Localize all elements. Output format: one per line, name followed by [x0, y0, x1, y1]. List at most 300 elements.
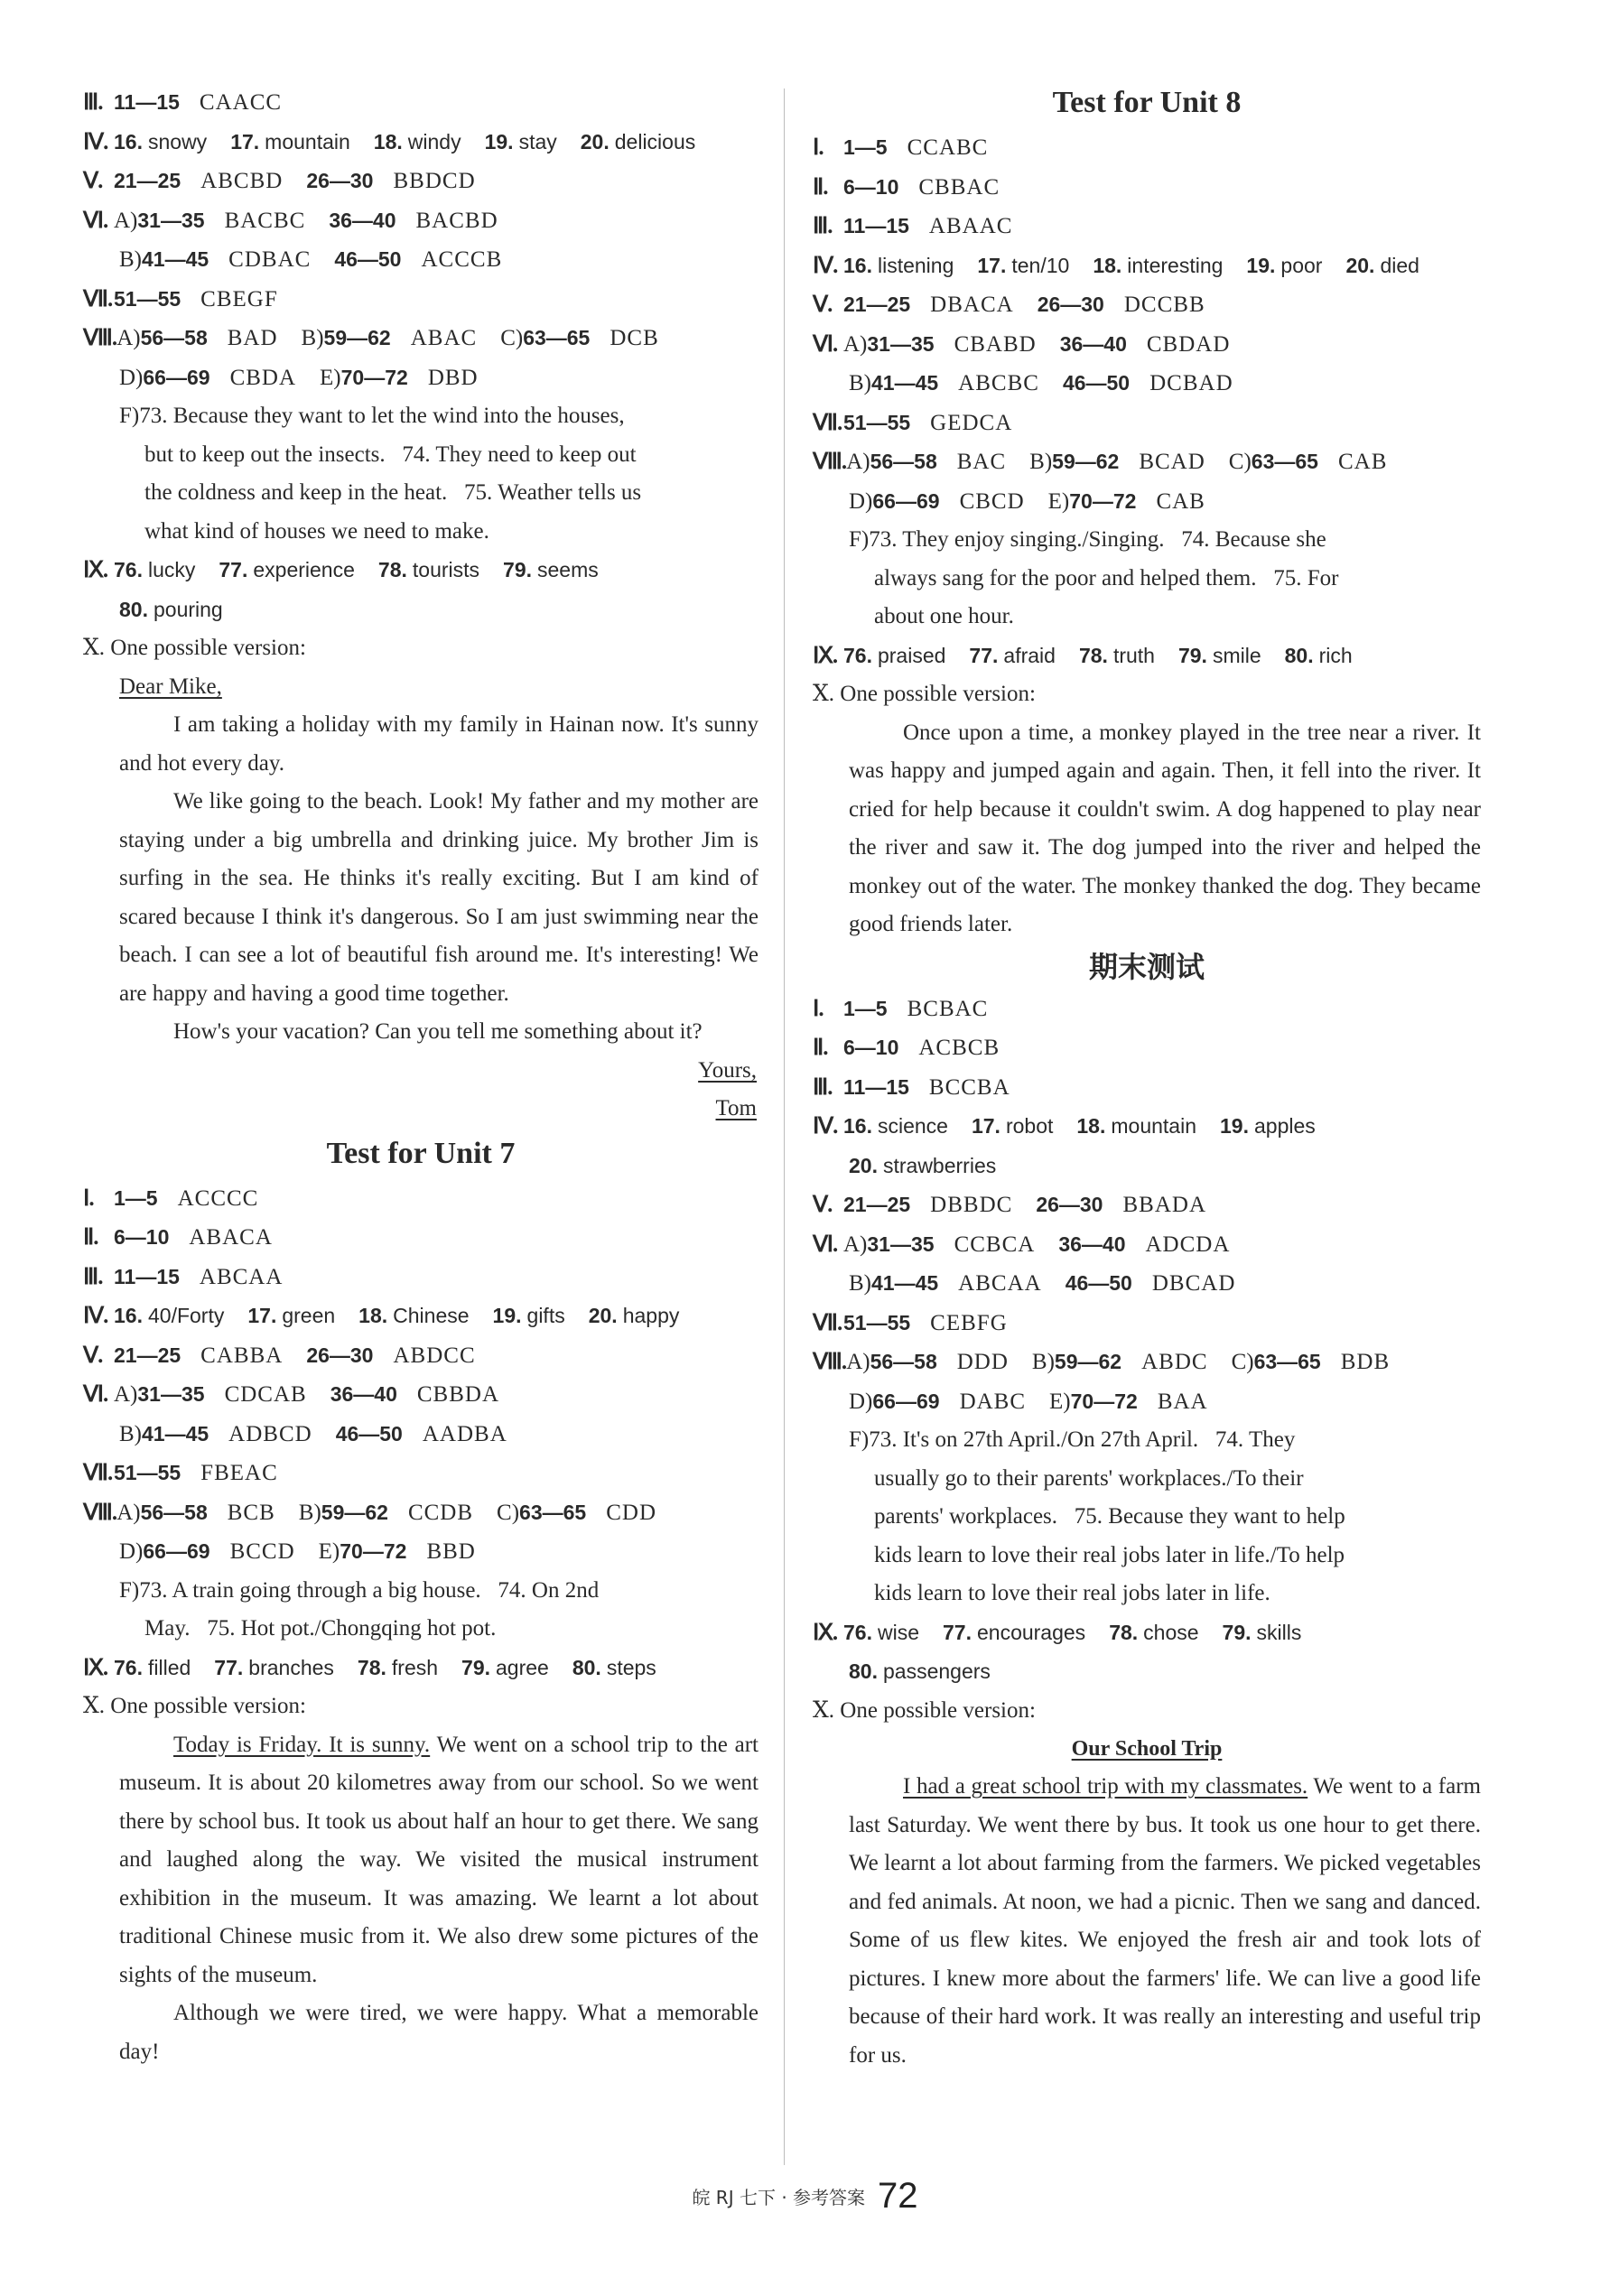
question-range: 70—72 — [1069, 488, 1137, 513]
answer-word: steps — [606, 1655, 656, 1679]
question-number: 78. — [357, 1655, 386, 1679]
part-label: A) — [116, 326, 141, 350]
question-range: 21—25 — [114, 1343, 181, 1367]
question-range: 11—15 — [843, 214, 909, 237]
answer-word: strawberries — [882, 1153, 997, 1177]
answer-line: F)73. It's on 27th April./On 27th April. 74. They — [849, 1427, 1296, 1452]
part-label: A) — [114, 208, 138, 233]
section-numeral: Ⅰ. — [813, 135, 824, 160]
question-number: 79. — [503, 558, 533, 581]
answer-word: agree — [496, 1655, 549, 1679]
section-x-heading: Ⅹ. One possible version: — [83, 636, 306, 660]
question-range: 41—45 — [871, 1271, 939, 1295]
question-range: 31—35 — [137, 1382, 205, 1406]
question-range: 63—65 — [1253, 1350, 1321, 1373]
answer-word: apples — [1253, 1114, 1316, 1138]
part-label: D) — [849, 488, 873, 514]
part-label: B) — [1029, 450, 1053, 474]
question-number: 16. — [114, 129, 143, 153]
section-numeral: Ⅸ. — [83, 1655, 108, 1680]
question-number: 80. — [1284, 643, 1314, 667]
question-range: 63—65 — [519, 1500, 587, 1524]
answer-letters: CCBCA — [954, 1232, 1036, 1257]
section-numeral: Ⅷ. — [813, 450, 847, 474]
section-numeral: Ⅴ. — [813, 1193, 833, 1217]
answer-line: the coldness and keep in the heat. 75. Weather tells us — [144, 480, 642, 505]
question-number: 78. — [1078, 643, 1108, 667]
part-label: E) — [1049, 1389, 1071, 1414]
answer-letters: CBEGF — [200, 286, 278, 311]
answer-word: science — [877, 1114, 948, 1138]
section-numeral: Ⅶ. — [83, 1461, 113, 1485]
section-numeral: Ⅸ. — [813, 643, 838, 668]
question-number: 78. — [377, 558, 407, 581]
question-range: 59—62 — [1052, 450, 1120, 473]
letter-paragraph-3: How's your vacation? Can you tell me something about it? — [173, 1019, 703, 1044]
part-label: B) — [119, 1421, 142, 1446]
question-range: 66—69 — [872, 1389, 940, 1413]
question-number: 18. — [358, 1304, 388, 1327]
answer-letters: ADBCD — [228, 1421, 312, 1446]
answer-letters: BAC — [956, 450, 1007, 474]
answer-row — [813, 1107, 1481, 1147]
final-test-answers — [813, 990, 1481, 1343]
question-range: 66—69 — [143, 365, 210, 389]
section-numeral: Ⅵ. — [83, 1382, 108, 1407]
unit8-title: Test for Unit 8 — [1052, 86, 1242, 119]
question-range: 59—62 — [321, 1500, 388, 1524]
unit8-viii-f-answers — [813, 521, 1481, 637]
answer-row — [813, 364, 1481, 404]
question-number: 76. — [114, 1655, 143, 1679]
answer-row — [83, 1179, 758, 1219]
answer-line: but to keep out the insects. 74. They need to keep out — [144, 442, 637, 467]
question-number: 20. — [588, 1304, 618, 1327]
answer-letters: BBDCD — [393, 169, 476, 193]
question-number: 20. — [580, 129, 610, 153]
unit8-section-viii — [813, 442, 1481, 521]
answer-row — [83, 1415, 758, 1455]
unit6-answers-continued — [83, 83, 758, 319]
answer-row — [83, 590, 758, 630]
question-number: 19. — [492, 1304, 522, 1327]
answer-row — [83, 1493, 758, 1533]
question-range: 41—45 — [142, 1421, 209, 1445]
section-numeral: Ⅱ. — [813, 1036, 828, 1060]
answer-word: robot — [1005, 1114, 1054, 1138]
section-numeral: Ⅰ. — [813, 996, 824, 1021]
answer-word: rich — [1318, 643, 1353, 667]
answer-letters: ABCAA — [958, 1271, 1042, 1296]
section-numeral: Ⅳ. — [83, 1304, 108, 1328]
question-range: 1—5 — [843, 996, 888, 1020]
answer-row — [83, 240, 758, 280]
answer-letters: ABAAC — [928, 214, 1013, 238]
section-numeral: Ⅲ. — [813, 214, 833, 238]
answer-row — [813, 1304, 1481, 1343]
section-numeral: Ⅷ. — [83, 1500, 117, 1525]
question-range: 26—30 — [306, 1343, 374, 1367]
question-range: 46—50 — [334, 247, 402, 271]
column-divider — [784, 88, 785, 2165]
part-label: B) — [849, 1271, 871, 1296]
answer-row — [813, 1613, 1481, 1653]
part-label: D) — [119, 365, 144, 390]
answer-row — [813, 246, 1481, 286]
question-number: 18. — [1076, 1114, 1106, 1138]
answer-letters: CCDB — [407, 1500, 474, 1525]
answer-word: listening — [877, 253, 954, 277]
question-range: 36—40 — [1058, 1232, 1126, 1256]
answer-line: always sang for the poor and helped them. 75. For — [874, 565, 1339, 590]
answer-row — [83, 162, 758, 201]
question-range: 56—58 — [870, 450, 937, 473]
section-numeral: Ⅳ. — [813, 253, 838, 278]
unit7-title: Test for Unit 7 — [326, 1136, 516, 1170]
unit6-section-viii — [83, 319, 758, 397]
answer-row — [83, 1649, 758, 1688]
answer-line: kids learn to love their real jobs later in life./To help — [874, 1542, 1345, 1567]
question-range: 41—45 — [142, 247, 209, 271]
answer-line: parents' workplaces. 75. Because they want to help — [874, 1504, 1345, 1529]
section-numeral: Ⅶ. — [83, 286, 113, 311]
footer-label: 皖 RJ 七下 · 参考答案 — [692, 2187, 866, 2208]
part-label: D) — [119, 1539, 144, 1564]
answer-row — [813, 1185, 1481, 1225]
answer-word: windy — [407, 129, 461, 153]
answer-letters: ABAC — [410, 326, 478, 350]
question-range: 6—10 — [114, 1225, 170, 1249]
answer-word: happy — [622, 1304, 680, 1327]
section-numeral: Ⅵ. — [83, 208, 108, 233]
letter-greeting: Dear Mike, — [119, 674, 222, 699]
answer-line: what kind of houses we need to make. — [144, 518, 489, 544]
answer-word: Chinese — [393, 1304, 470, 1327]
question-range: 70—72 — [1070, 1389, 1138, 1413]
final-essay-title: Our School Trip — [1071, 1737, 1223, 1761]
question-number: 16. — [843, 253, 872, 277]
answer-word: filled — [147, 1655, 191, 1679]
answer-word: skills — [1256, 1620, 1302, 1644]
answer-word: mountain — [265, 129, 350, 153]
answer-letters: ABDCC — [393, 1343, 476, 1368]
answer-row — [83, 1336, 758, 1376]
answer-letters: CDD — [606, 1500, 657, 1525]
answer-row — [83, 83, 758, 123]
question-range: 56—58 — [140, 1500, 208, 1524]
part-label: A) — [843, 1232, 868, 1257]
answer-row — [813, 1343, 1481, 1382]
unit8-answers — [813, 128, 1481, 442]
question-range: 46—50 — [1062, 371, 1131, 395]
unit7-section-x-heading: Ⅹ. One possible version: — [83, 1694, 306, 1718]
answer-letters: CAB — [1156, 488, 1205, 514]
answer-word: experience — [253, 558, 355, 581]
question-range: 66—69 — [872, 488, 940, 513]
letter-paragraph-1: I am taking a holiday with my family in Hainan now. It's sunny and hot every day. — [119, 712, 758, 776]
question-range: 56—58 — [870, 1350, 937, 1373]
answer-letters: DDD — [956, 1350, 1009, 1374]
question-range: 59—62 — [1054, 1350, 1122, 1373]
answer-letters: ACCCC — [177, 1185, 259, 1211]
question-range: 51—55 — [114, 1461, 181, 1484]
answer-letters: CAACC — [199, 90, 283, 115]
part-label: B) — [298, 1500, 321, 1525]
answer-line: about one hour. — [874, 604, 1014, 628]
question-range: 36—40 — [329, 208, 396, 232]
answer-word: snowy — [147, 129, 208, 153]
section-numeral: Ⅵ. — [813, 331, 838, 357]
answer-row — [813, 168, 1481, 208]
unit6-section-ix — [83, 551, 758, 629]
question-range: 36—40 — [1059, 331, 1127, 356]
question-range: 31—35 — [867, 1232, 935, 1256]
question-range: 70—72 — [340, 1539, 407, 1563]
answer-row — [813, 207, 1481, 246]
question-number: 20. — [849, 1153, 878, 1177]
answer-row — [813, 285, 1481, 325]
section-numeral: Ⅵ. — [813, 1232, 838, 1257]
answer-letters: ADCDA — [1145, 1232, 1231, 1257]
page-footer — [0, 2176, 1610, 2217]
answer-letters: BCCBA — [928, 1074, 1010, 1100]
answer-row — [83, 1297, 758, 1336]
answer-word: lucky — [147, 558, 196, 581]
answer-letters: BACBD — [415, 208, 498, 233]
answer-word: truth — [1112, 643, 1155, 667]
answer-letters: BCAD — [1139, 450, 1205, 474]
answer-letters: CABBA — [200, 1343, 284, 1368]
answer-word: wise — [877, 1620, 919, 1644]
question-range: 6—10 — [843, 1036, 899, 1059]
part-label: E) — [1047, 488, 1070, 514]
question-range: 63—65 — [523, 326, 591, 349]
part-label: A) — [846, 450, 870, 474]
answer-row — [83, 1258, 758, 1297]
answer-word: died — [1380, 253, 1419, 277]
answer-letters: ABACA — [189, 1225, 273, 1250]
question-range: 6—10 — [843, 174, 899, 199]
question-number: 18. — [373, 129, 403, 153]
question-number: 17. — [230, 129, 260, 153]
part-label: A) — [114, 1382, 138, 1407]
question-range: 1—5 — [114, 1185, 158, 1210]
letter-signature: Tom — [715, 1096, 757, 1120]
final-viii-f-answers — [813, 1421, 1481, 1613]
answer-letters: ABCAA — [199, 1264, 284, 1289]
part-label: B) — [1031, 1350, 1055, 1374]
section-numeral: Ⅳ. — [83, 129, 108, 154]
question-number: 19. — [1220, 1114, 1249, 1138]
question-range: 11—15 — [114, 90, 180, 114]
answer-row — [813, 404, 1481, 443]
part-label: C) — [500, 326, 524, 350]
question-range: 21—25 — [843, 293, 911, 316]
answer-row — [813, 1028, 1481, 1068]
answer-row — [813, 1382, 1481, 1422]
answer-word: gifts — [526, 1304, 565, 1327]
answer-letters: BDB — [1340, 1350, 1391, 1374]
answer-word: 40/Forty — [147, 1304, 225, 1327]
answer-word: pouring — [153, 597, 223, 621]
question-range: 59—62 — [323, 326, 391, 349]
answer-row — [83, 1454, 758, 1493]
section-numeral: Ⅸ. — [813, 1620, 838, 1645]
answer-letters: DCCBB — [1123, 293, 1205, 317]
answer-row — [83, 123, 758, 163]
answer-letters: DBCAD — [1151, 1271, 1236, 1296]
question-number: 77. — [214, 1655, 244, 1679]
answer-word: seems — [537, 558, 599, 581]
question-number: 18. — [1093, 253, 1122, 277]
question-range: 46—50 — [335, 1421, 403, 1445]
answer-letters: BBADA — [1122, 1193, 1206, 1217]
question-number: 79. — [1222, 1620, 1252, 1644]
question-number: 76. — [843, 643, 872, 667]
answer-letters: BBD — [426, 1539, 476, 1564]
question-number: 17. — [247, 1304, 277, 1327]
question-range: 51—55 — [843, 410, 911, 434]
question-number: 76. — [843, 1620, 872, 1644]
answer-row — [813, 1068, 1481, 1108]
answer-letters: BACBC — [224, 208, 306, 233]
final-test-title: 期末测试 — [1088, 949, 1205, 984]
question-range: 36—40 — [330, 1382, 397, 1406]
question-number: 16. — [114, 1304, 143, 1327]
answer-letters: DBBDC — [930, 1193, 1013, 1217]
question-range: 26—30 — [1036, 1193, 1103, 1216]
answer-row — [83, 358, 758, 398]
answer-letters: CDBAC — [228, 247, 312, 272]
question-number: 19. — [1246, 253, 1276, 277]
question-range: 21—25 — [843, 1193, 911, 1216]
answer-letters: CBABD — [954, 331, 1037, 357]
unit8-essay: Once upon a time, a monkey played in the tree near a river. It was happy and jumped again and again. Then, it fell into the river. It cried for help because it couldn't swim. A dog happened to play near the river and saw it. The dog jumped into the river and helped the monkey out of the water. The monkey thanked the dog. They became good friends later. — [849, 720, 1481, 936]
question-number: 77. — [219, 558, 248, 581]
answer-word: encourages — [976, 1620, 1086, 1644]
answer-letters: AADBA — [422, 1421, 507, 1446]
answer-row — [83, 1532, 758, 1572]
question-number: 17. — [971, 1114, 1000, 1138]
question-number: 20. — [1345, 253, 1375, 277]
answer-word: mountain — [1111, 1114, 1196, 1138]
answer-word: ten/10 — [1011, 253, 1070, 277]
part-label: A) — [116, 1500, 141, 1525]
answer-word: stay — [518, 129, 557, 153]
answer-row — [813, 990, 1481, 1029]
question-number: 78. — [1109, 1620, 1139, 1644]
answer-letters: CCABC — [907, 135, 989, 160]
answer-row — [813, 128, 1481, 168]
question-range: 70—72 — [340, 365, 408, 389]
question-range: 26—30 — [1037, 293, 1104, 316]
page-number: 72 — [878, 2176, 918, 2216]
answer-row — [813, 637, 1481, 676]
final-section-ix — [813, 1613, 1481, 1692]
answer-row — [813, 442, 1481, 482]
section-numeral: Ⅱ. — [813, 174, 828, 200]
answer-word: poor — [1280, 253, 1323, 277]
question-number: 79. — [1177, 643, 1207, 667]
answer-letters: GEDCA — [930, 410, 1013, 435]
question-number: 76. — [114, 558, 143, 581]
question-range: 46—50 — [1065, 1271, 1132, 1295]
answer-letters: ACCCB — [421, 247, 503, 272]
question-number: 80. — [572, 1655, 601, 1679]
answer-word: fresh — [391, 1655, 439, 1679]
answer-row — [813, 1264, 1481, 1304]
section-numeral: Ⅴ. — [813, 293, 833, 317]
section-numeral: Ⅷ. — [83, 326, 117, 350]
section-numeral: Ⅲ. — [83, 90, 103, 115]
answer-row — [83, 319, 758, 358]
unit7-answers — [83, 1179, 758, 1493]
unit7-viii-f-answers — [83, 1572, 758, 1649]
section-numeral: Ⅷ. — [813, 1350, 847, 1374]
answer-letters: BAD — [227, 326, 278, 350]
answer-row — [83, 551, 758, 590]
answer-row — [813, 1225, 1481, 1265]
question-number: 79. — [461, 1655, 491, 1679]
section-numeral: Ⅶ. — [813, 410, 842, 435]
answer-letters: DBACA — [930, 293, 1014, 317]
answer-letters: CEBFG — [930, 1310, 1008, 1335]
answer-word: chose — [1143, 1620, 1199, 1644]
answer-letters: ABCBC — [958, 371, 1039, 395]
question-range: 66—69 — [143, 1539, 210, 1563]
answer-line: F)73. They enjoy singing./Singing. 74. Because she — [849, 527, 1326, 552]
part-label: B) — [119, 247, 142, 272]
answer-row — [813, 1652, 1481, 1692]
section-numeral: Ⅴ. — [83, 169, 103, 193]
answer-row — [813, 1147, 1481, 1186]
answer-letters: DCBAD — [1149, 371, 1233, 395]
question-number: 17. — [977, 253, 1007, 277]
answer-row — [813, 325, 1481, 365]
question-range: 31—35 — [867, 331, 935, 356]
answer-line: F)73. Because they want to let the wind into the houses, — [119, 404, 625, 428]
answer-row — [83, 1375, 758, 1415]
answer-letters: CBDAD — [1146, 331, 1231, 357]
answer-row — [813, 482, 1481, 522]
question-range: 11—15 — [843, 1074, 909, 1099]
question-number: 80. — [849, 1659, 878, 1683]
answer-line: F)73. A train going through a big house. 74. On 2nd — [119, 1577, 600, 1603]
answer-line: kids learn to love their real jobs later in life. — [874, 1581, 1270, 1605]
question-number: 80. — [119, 597, 148, 621]
final-section-viii — [813, 1343, 1481, 1421]
answer-letters: ABCBD — [200, 169, 284, 193]
section-numeral: Ⅳ. — [813, 1114, 838, 1139]
part-label: E) — [318, 1539, 340, 1564]
answer-word: green — [282, 1304, 336, 1327]
question-range: 11—15 — [114, 1264, 180, 1288]
question-range: 1—5 — [843, 135, 888, 159]
section-numeral: Ⅰ. — [83, 1185, 94, 1211]
unit8-section-x-heading: Ⅹ. One possible version: — [813, 682, 1036, 706]
question-range: 41—45 — [871, 371, 939, 395]
section-numeral: Ⅲ. — [83, 1264, 103, 1289]
section-numeral: Ⅸ. — [83, 558, 108, 582]
part-label: A) — [846, 1350, 870, 1374]
final-section-x-heading: Ⅹ. One possible version: — [813, 1697, 1036, 1723]
answer-word: delicious — [614, 129, 696, 153]
question-number: 16. — [843, 1114, 872, 1138]
question-range: 21—25 — [114, 169, 181, 192]
question-range: 51—55 — [843, 1310, 911, 1334]
answer-line: usually go to their parents' workplaces./To their — [874, 1465, 1304, 1491]
question-range: 51—55 — [114, 286, 181, 311]
